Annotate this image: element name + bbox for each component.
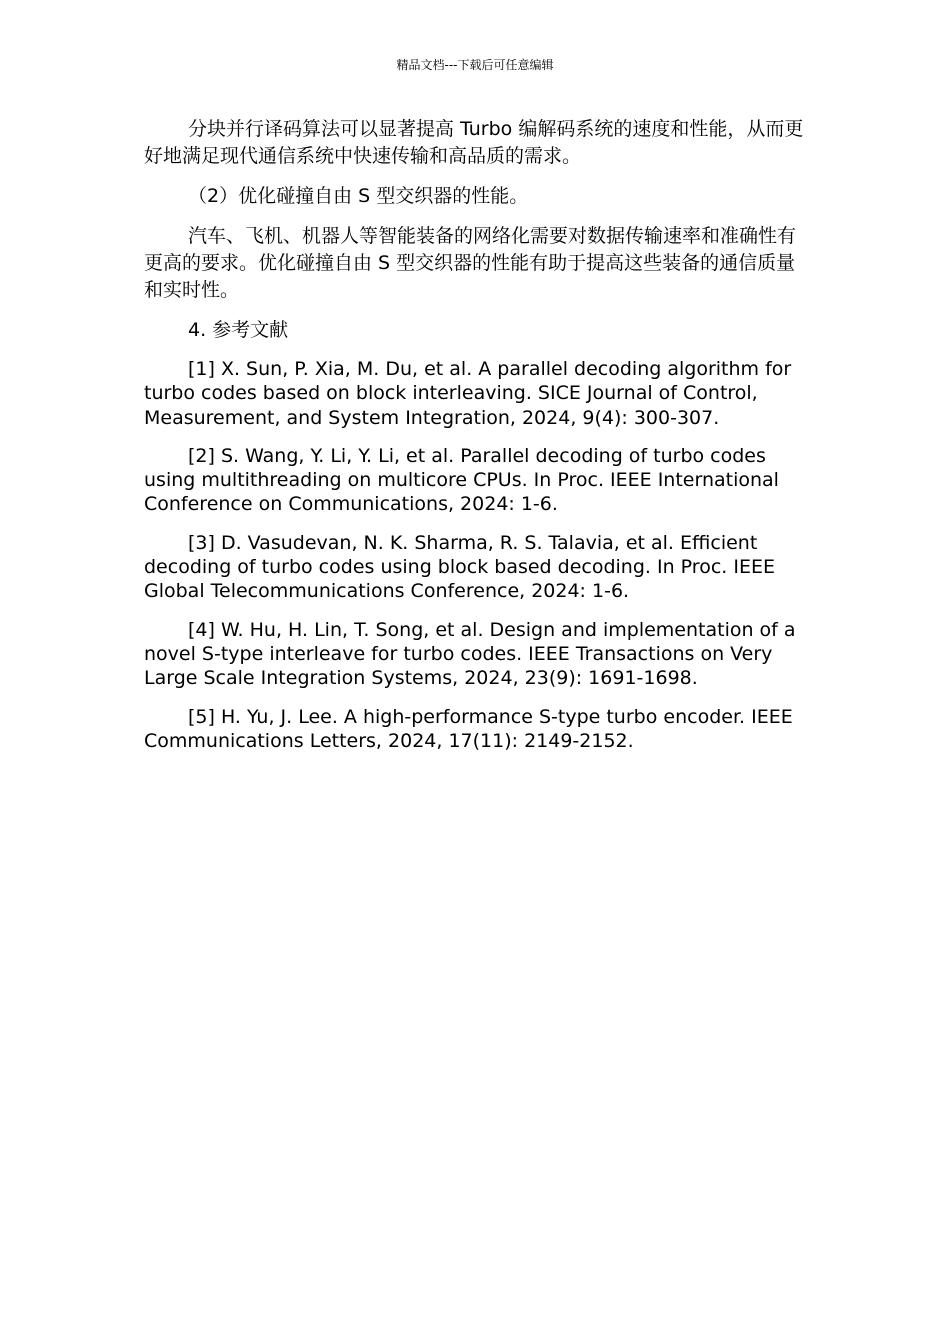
subheading-s-interleaver: （2）优化碰撞自由 S 型交织器的性能。: [188, 185, 529, 207]
reference-item-4: [4] W. Hu, H. Lin, T. Song, et al. Design and implementation of a novel S-type interleave for turbo codes. IEEE Transactions on Very Large Scale Integration Systems, 2024, 23(9): 1691-1698.: [144, 618, 796, 690]
document-body: [144, 116, 806, 767]
page-header: 精品文档---下载后可任意编辑: [396, 58, 554, 72]
reference-item-5: [5] H. Yu, J. Lee. A high-performance S-type turbo encoder. IEEE Communications Letters, 2024, 17(11): 2149-2152.: [144, 705, 793, 752]
reference-item-3: [3] D. Vasudevan, N. K. Sharma, R. S. Talavia, et al. Efficient decoding of turbo codes using block based decoding. In Proc. IEEE Global Telecommunications Conference, 2024: 1-6.: [144, 531, 775, 603]
reference-list: [144, 357, 806, 753]
paragraph-smart-equipment: 汽车、飞机、机器人等智能装备的网络化需要对数据传输速率和准确性有更高的要求。优化碰撞自由 S 型交织器的性能有助于提高这些装备的通信质量和实时性。: [144, 225, 797, 301]
reference-item-2: [2] S. Wang, Y. Li, Y. Li, et al. Parallel decoding of turbo codes using multithreading on multicore CPUs. In Proc. IEEE International Conference on Communications, 2024: 1-6.: [144, 444, 779, 516]
reference-item-1: [1] X. Sun, P. Xia, M. Du, et al. A parallel decoding algorithm for turbo codes based on block interleaving. SICE Journal of Control, Measurement, and System Integration, 2024, 9(4): 300-307.: [144, 358, 792, 429]
paragraph-parallel-decoding: 分块并行译码算法可以显著提高 Turbo 编解码系统的速度和性能，从而更好地满足现代通信系统中快速传输和高品质的需求。: [144, 118, 804, 167]
section-title-references: 4. 参考文献: [188, 319, 289, 341]
